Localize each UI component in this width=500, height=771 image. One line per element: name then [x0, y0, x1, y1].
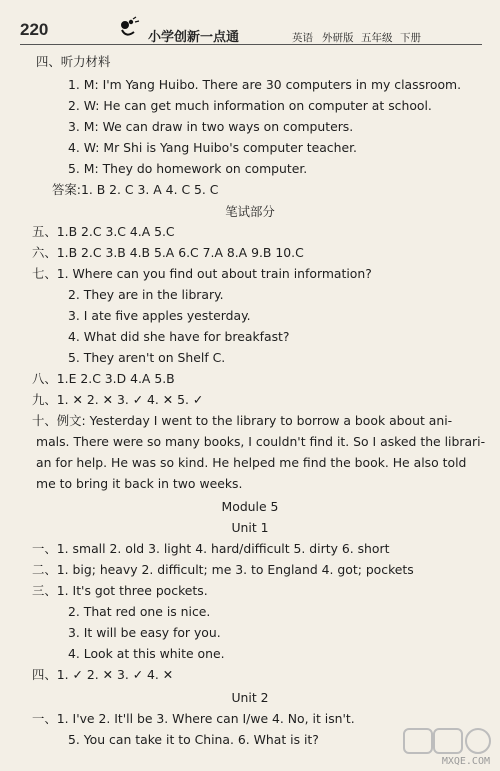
- header-rule: [20, 44, 482, 45]
- answer-line: 2. W: He can get much information on computer at school.: [68, 98, 432, 113]
- answer-line: 四、听力材料: [36, 54, 111, 69]
- answer-line: mals. There were so many books, I couldn't find it. So I asked the librari-: [36, 434, 486, 449]
- answer-line: 九、1. ✕ 2. ✕ 3. ✓ 4. ✕ 5. ✓: [32, 392, 204, 407]
- page-header: [0, 0, 500, 48]
- answer-line: 一、1. small 2. old 3. light 4. hard/difficult 5. dirty 6. short: [32, 541, 390, 556]
- answer-line: 十、例文: Yesterday I went to the library to borrow a book about ani-: [32, 413, 453, 428]
- answer-line: 5. M: They do homework on computer.: [68, 161, 308, 176]
- section-heading: Unit 1: [231, 520, 269, 535]
- watermark-text: MXQE.COM: [441, 756, 490, 767]
- section-heading: Unit 2: [231, 690, 269, 705]
- answer-line: 四、1. ✓ 2. ✕ 3. ✓ 4. ✕: [32, 667, 174, 682]
- answer-line: 5. They aren't on Shelf C.: [68, 350, 226, 365]
- answer-line: me to bring it back in two weeks.: [36, 476, 243, 491]
- answer-line: 3. I ate five apples yesterday.: [68, 308, 251, 323]
- answer-line: 六、1.B 2.C 3.B 4.B 5.A 6.C 7.A 8.A 9.B 10.C: [32, 245, 304, 260]
- answer-line: 5. You can take it to China. 6. What is it?: [68, 732, 319, 747]
- answer-line: 3. It will be easy for you.: [68, 625, 221, 640]
- answer-line: 1. M: I'm Yang Huibo. There are 30 computers in my classroom.: [68, 77, 462, 92]
- answer-line: 一、1. I've 2. It'll be 3. Where can I/we 4. No, it isn't.: [32, 711, 355, 726]
- answer-line: 答案:1. B 2. C 3. A 4. C 5. C: [52, 182, 219, 197]
- subject-label: 英语: [292, 32, 313, 44]
- section-heading: 笔试部分: [225, 204, 275, 219]
- answer-line: 4. Look at this white one.: [68, 646, 225, 661]
- section-heading: Module 5: [221, 499, 279, 514]
- answer-line: 二、1. big; heavy 2. difficult; me 3. to England 4. got; pockets: [32, 562, 414, 577]
- answer-line: 4. What did she have for breakfast?: [68, 329, 290, 344]
- grade-label: 五年级: [361, 32, 393, 44]
- page-number: 220: [20, 20, 49, 39]
- answer-line: 2. They are in the library.: [68, 287, 224, 302]
- answer-line: 3. M: We can draw in two ways on computers.: [68, 119, 354, 134]
- mascot-logo-icon: [116, 16, 140, 42]
- answer-line: 五、1.B 2.C 3.C 4.A 5.C: [32, 224, 175, 239]
- answer-line: 七、1. Where can you find out about train information?: [32, 266, 372, 281]
- answer-line: 八、1.E 2.C 3.D 4.A 5.B: [32, 371, 175, 386]
- book-title: 小学创新一点通: [148, 30, 240, 45]
- answer-line: an for help. He was so kind. He helped me find the book. He also told: [36, 455, 467, 470]
- answer-line: 4. W: Mr Shi is Yang Huibo's computer teacher.: [68, 140, 357, 155]
- edition-label: 外研版: [322, 32, 354, 44]
- answer-line: 三、1. It's got three pockets.: [32, 583, 208, 598]
- term-label: 下册: [400, 32, 421, 44]
- answer-line: 2. That red one is nice.: [68, 604, 211, 619]
